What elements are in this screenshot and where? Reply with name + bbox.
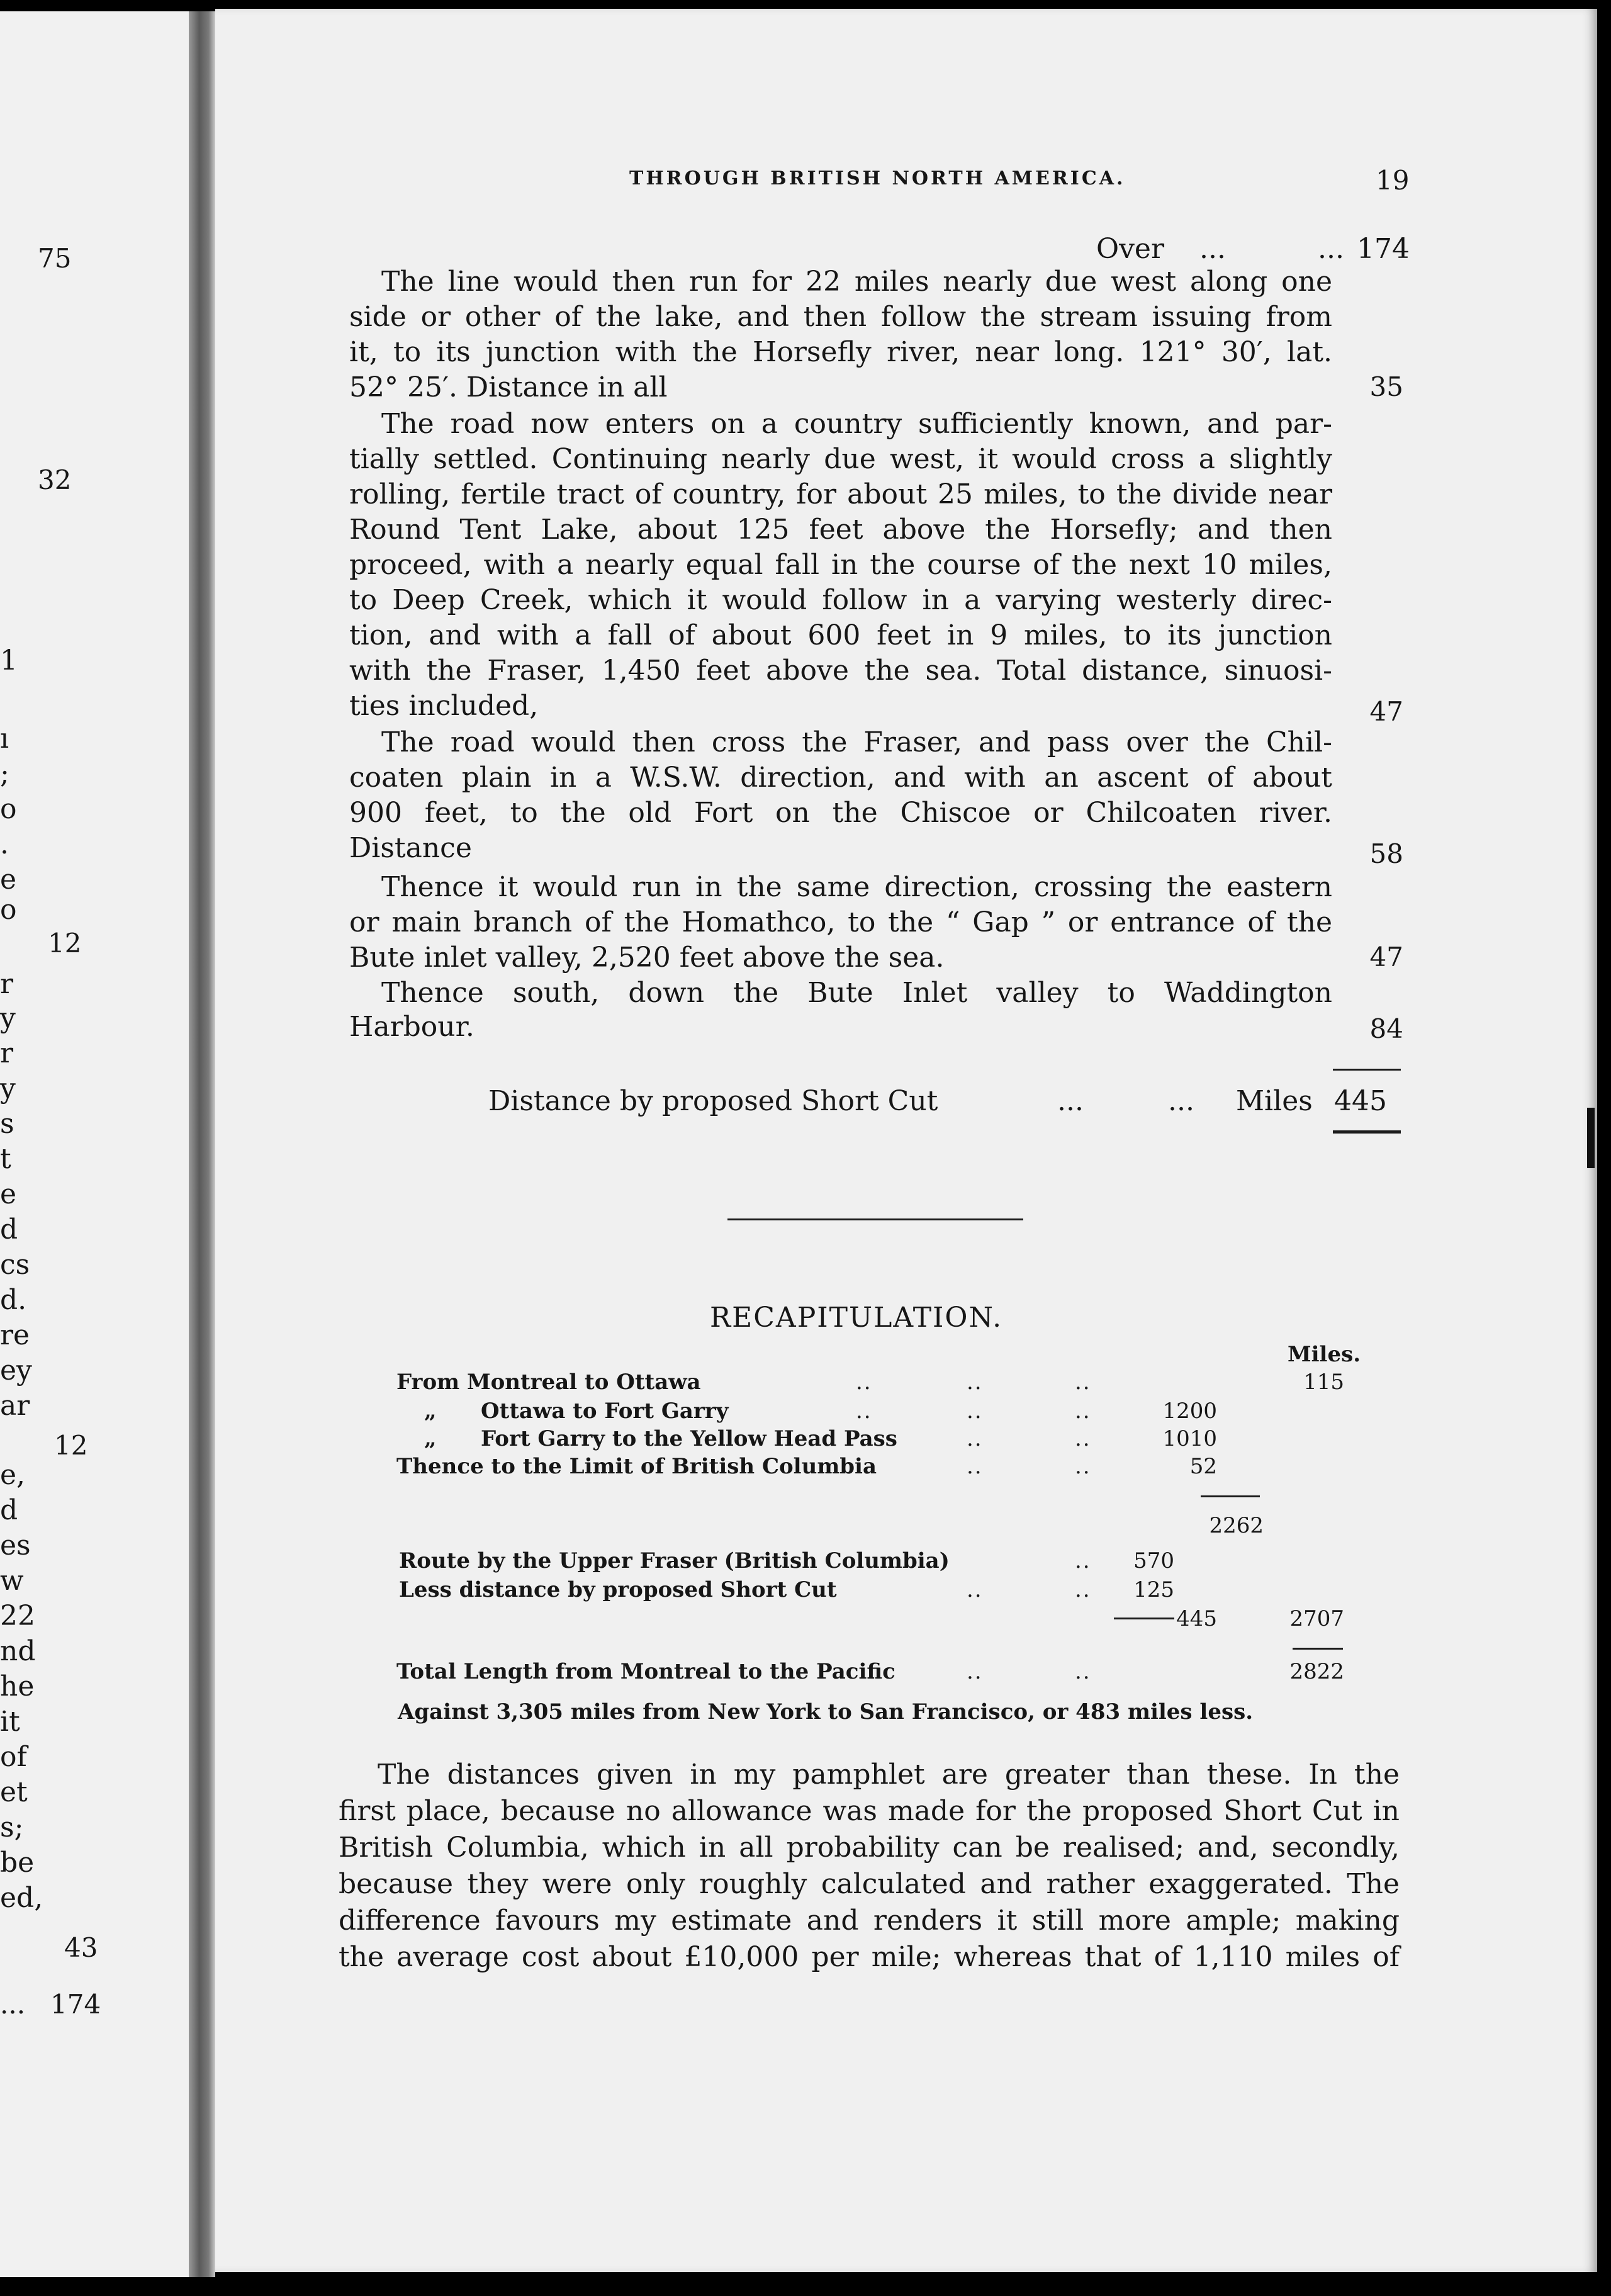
previous-page-text-fragment: et	[0, 1776, 28, 1808]
passage-line: tially settled. Continuing nearly due west, it would cross a slightly	[349, 443, 1332, 475]
leader-dots: ..	[1075, 1577, 1091, 1602]
previous-page-text-fragment: s	[0, 1108, 14, 1140]
previous-page-margin-number: 43	[64, 1932, 98, 1963]
leader-dots: ..	[967, 1370, 983, 1395]
previous-page-text-fragment: d	[0, 1213, 18, 1246]
paragraph-line: The distances given in my pamphlet are greater than these. In the	[378, 1759, 1400, 1791]
previous-page-text-fragment: nd	[0, 1635, 36, 1667]
previous-page-text-fragment: y	[0, 1002, 16, 1034]
previous-page-text-fragment: d	[0, 1494, 18, 1526]
recap-subtotal-value: 1200	[1162, 1398, 1217, 1424]
previous-page-text-fragment: o	[0, 894, 17, 926]
passage-line: Round Tent Lake, about 125 feet above the Horsefly; and then	[349, 514, 1332, 546]
leader-dots: ..	[967, 1426, 983, 1451]
previous-page-edge	[0, 11, 200, 2277]
leader-dots: ..	[1075, 1370, 1091, 1395]
previous-page-text-fragment: o	[0, 793, 17, 825]
previous-page-text-fragment: he	[0, 1670, 35, 1702]
recap-row-label: Fort Garry to the Yellow Head Pass	[481, 1426, 897, 1451]
previous-page-text-fragment: r	[0, 1037, 14, 1069]
grand-total-rule	[1293, 1648, 1343, 1650]
leader-dots: ..	[1075, 1398, 1091, 1424]
previous-page-text-fragment: t	[0, 1143, 11, 1175]
previous-page-text-fragment: 22	[0, 1600, 35, 1632]
passage-line: it, to its junction with the Horsefly river, near long. 121° 30′, lat.	[349, 336, 1332, 368]
paragraph-line: difference favours my estimate and renders it still more ample; making	[339, 1905, 1400, 1937]
previous-page-text-fragment: ;	[0, 758, 9, 790]
passage-line: Bute inlet valley, 2,520 feet above the sea.	[349, 942, 945, 974]
leader-dots: ..	[967, 1577, 983, 1602]
recap-row-label: Thence to the Limit of British Columbia	[396, 1454, 877, 1479]
recapitulation-heading: RECAPITULATION.	[710, 1302, 1003, 1334]
passage-line: 52° 25′. Distance in all	[349, 371, 668, 403]
running-header: THROUGH BRITISH NORTH AMERICA.	[629, 167, 1126, 189]
previous-page-margin-number: 32	[38, 464, 72, 495]
recap-row-label: Less distance by proposed Short Cut	[399, 1577, 837, 1602]
previous-page-text-fragment: ey	[0, 1354, 32, 1387]
previous-page-text-fragment: e	[0, 1178, 17, 1210]
previous-page-text-fragment: s;	[0, 1811, 24, 1843]
ditto-mark: „	[424, 1398, 437, 1424]
recap-row-label: Ottawa to Fort Garry	[481, 1398, 729, 1424]
recap-miles-value: 115	[1303, 1370, 1344, 1395]
short-cut-total-dots: ...	[1168, 1085, 1194, 1117]
previous-page-margin-number: 75	[38, 243, 72, 274]
miles-column-header: Miles.	[1288, 1342, 1361, 1367]
passage-line: proceed, with a nearly equal fall in the course of the next 10 miles,	[349, 549, 1332, 581]
previous-page-text-fragment: w	[0, 1565, 24, 1597]
previous-page-text-fragment: es	[0, 1529, 31, 1562]
distance-miles: 84	[1369, 1013, 1403, 1044]
short-cut-total-dots: ...	[1057, 1085, 1084, 1117]
leader-dots: ..	[1075, 1548, 1091, 1573]
passage-line: Thence south, down the Bute Inlet valley to Waddington	[381, 977, 1332, 1009]
carried-over-dots: ...	[1199, 233, 1226, 265]
recap-sum: 2707	[1289, 1606, 1344, 1631]
distance-miles: 58	[1369, 838, 1403, 869]
previous-page-text-fragment: 1	[0, 644, 18, 677]
passage-line: The road now enters on a country sufficiently known, and par-	[381, 408, 1332, 440]
total-double-rule	[1333, 1130, 1401, 1134]
paragraph-line: first place, because no allowance was made for the proposed Short Cut in	[339, 1795, 1400, 1827]
passage-line: coaten plain in a W.S.W. direction, and with an ascent of about	[349, 762, 1332, 794]
page-number: 19	[1376, 165, 1410, 196]
distance-miles: 47	[1369, 942, 1403, 972]
previous-page-text-fragment: be	[0, 1847, 35, 1879]
carried-over-dots: ...	[1318, 233, 1344, 265]
passage-line: side or other of the lake, and then follow the stream issuing from	[349, 301, 1332, 333]
passage-line: 900 feet, to the old Fort on the Chiscoe or Chilcoaten river.	[349, 797, 1332, 829]
total-length-label: Total Length from Montreal to the Pacific	[396, 1659, 895, 1684]
passage-line: tion, and with a fall of about 600 feet in 9 miles, to its junction	[349, 619, 1332, 651]
previous-page-text-fragment: ed,	[0, 1882, 43, 1914]
recap-subtotal-value: 1010	[1162, 1426, 1217, 1451]
distance-miles: 47	[1369, 696, 1403, 727]
passage-line: Harbour.	[349, 1011, 474, 1043]
carried-over-value: 174	[1357, 233, 1410, 265]
previous-page-text-fragment: e	[0, 864, 17, 896]
previous-page-text-fragment: it	[0, 1706, 20, 1738]
previous-page-margin-number: 174	[50, 1989, 101, 2020]
scan-edge-mark	[1587, 1108, 1595, 1168]
leader-dots: ..	[1075, 1659, 1091, 1684]
route-miles-value: 125	[1133, 1577, 1174, 1602]
short-cut-total-value: 445	[1334, 1085, 1387, 1117]
short-cut-total-unit: Miles	[1236, 1085, 1313, 1117]
section-divider	[727, 1218, 1023, 1220]
passage-line: with the Fraser, 1,450 feet above the sea. Total distance, sinuosi-	[349, 655, 1332, 687]
ditto-mark: „	[424, 1426, 437, 1451]
previous-page-margin-number: 12	[54, 1430, 88, 1461]
previous-page-text-fragment: r	[0, 968, 14, 1000]
paragraph-line: British Columbia, which in all probability can be realised; and, secondly,	[339, 1832, 1400, 1864]
previous-page-text-fragment: .	[0, 828, 9, 860]
distance-miles: 35	[1369, 371, 1403, 402]
paragraph-line: the average cost about £10,000 per mile; whereas that of 1,110 miles of	[339, 1941, 1400, 1973]
passage-line: Thence it would run in the same direction, crossing the eastern	[381, 871, 1332, 903]
passage-line: Distance	[349, 832, 472, 864]
paragraph-line: because they were only roughly calculated and rather exaggerated. The	[339, 1868, 1400, 1900]
leader-dots: ..	[967, 1398, 983, 1424]
passage-line: The road would then cross the Fraser, and pass over the Chil-	[381, 726, 1332, 758]
route-miles-value: 570	[1133, 1548, 1174, 1573]
previous-page-text-fragment: e,	[0, 1459, 26, 1491]
previous-page-text-fragment: of	[0, 1741, 27, 1773]
previous-page-text-fragment: ar	[0, 1390, 30, 1422]
book-gutter	[189, 11, 215, 2277]
previous-page-margin-number: 12	[48, 928, 82, 959]
recap-subtotal: 2262	[1209, 1513, 1264, 1538]
passage-line: ties included,	[349, 690, 539, 722]
leader-dots: ..	[1075, 1426, 1091, 1451]
passage-line: rolling, fertile tract of country, for about 25 miles, to the divide near	[349, 478, 1332, 510]
previous-page-text-fragment: cs	[0, 1249, 30, 1281]
leader-dots: ..	[856, 1370, 872, 1395]
previous-page-text-fragment: d.	[0, 1284, 27, 1316]
comparison-note: Against 3,305 miles from New York to San Francisco, or 483 miles less.	[398, 1699, 1254, 1725]
previous-page-text-fragment: y	[0, 1072, 16, 1105]
recap-difference: 445	[1176, 1606, 1217, 1631]
leader-dots: ..	[856, 1398, 872, 1424]
previous-page-text-fragment: re	[0, 1319, 30, 1351]
leader-dots: ..	[967, 1454, 983, 1479]
leader-dots: ..	[967, 1659, 983, 1684]
passage-line: or main branch of the Homathco, to the “ Gap ” or entrance of the	[349, 906, 1332, 938]
recap-row-label: Route by the Upper Fraser (British Columbia)	[399, 1548, 950, 1573]
passage-line: The line would then run for 22 miles nearly due west along one	[381, 266, 1332, 298]
short-cut-total-label: Distance by proposed Short Cut	[488, 1085, 938, 1117]
passage-line: to Deep Creek, which it would follow in a varying westerly direc-	[349, 584, 1332, 616]
recap-subtotal-value: 52	[1189, 1454, 1217, 1479]
total-length-value: 2822	[1289, 1659, 1344, 1684]
subtotal-rule	[1201, 1495, 1260, 1497]
carried-over-label: Over	[1096, 233, 1165, 265]
sum-rule	[1333, 1069, 1401, 1071]
previous-page-ellipsis: ...	[0, 1989, 26, 2020]
recap-row-label: From Montreal to Ottawa	[396, 1370, 701, 1395]
leader-dots: ..	[1075, 1454, 1091, 1479]
previous-page-text-fragment: ı	[0, 723, 9, 755]
